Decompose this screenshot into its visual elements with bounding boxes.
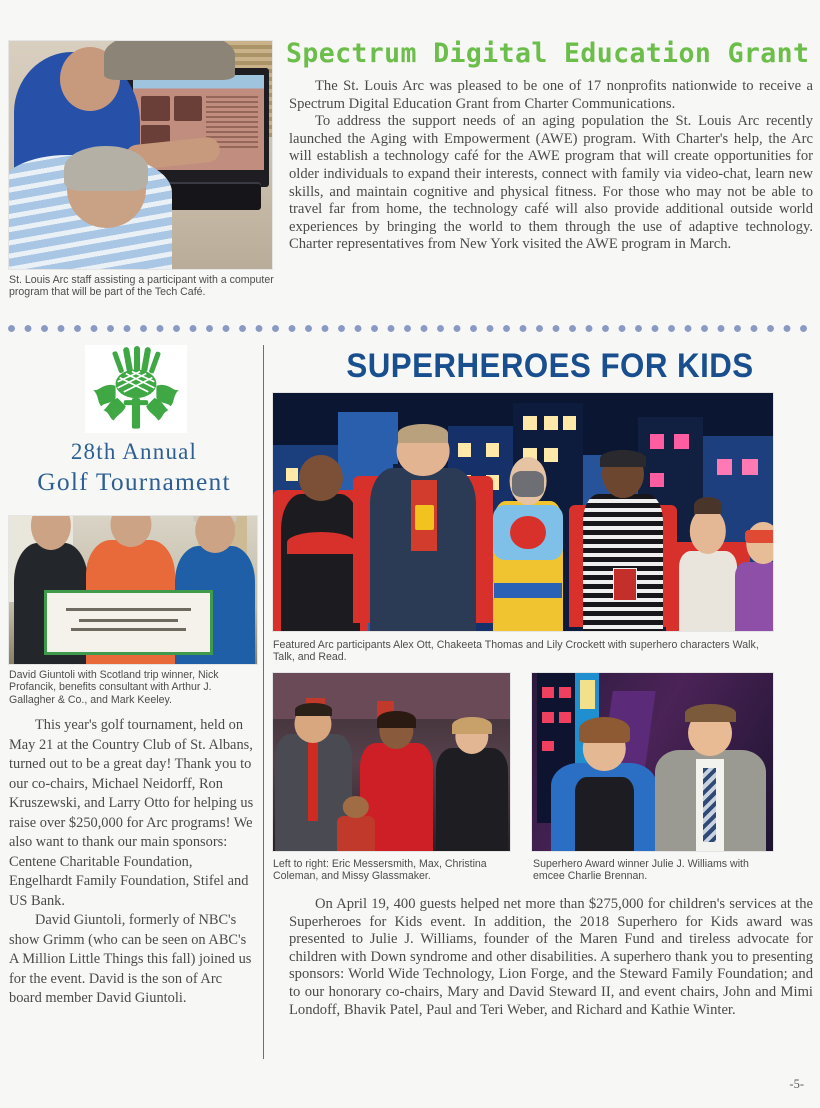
golf-title-line-1: 28th Annual bbox=[70, 439, 198, 464]
page-number: -5- bbox=[789, 1077, 804, 1091]
thistle-logo bbox=[85, 345, 187, 433]
superheroes-group-photo bbox=[272, 392, 774, 632]
event-guests-photo bbox=[272, 672, 511, 852]
golf-photo-caption: David Giuntoli with Scotland trip winner, Nick Profancik, benefits consultant with Arthur J. Gallagher & Co., and Mark Keeley. bbox=[9, 669, 219, 706]
page-title-spectrum-grant: Spectrum Digital Education Grant bbox=[286, 38, 810, 69]
superheroes-paragraph-1: On April 19, 400 guests helped net more than $275,000 for children's services at the Superheroes for Kids event. In addition, the 2018 Superhero for Kids award was presented to Julie J. Williams, founder of the Maren Fund and tireless advocate for children with Down syndrome and other disabilities. A superhero thank you to presenting sponsors: World Wide Technology, Lion Forge, and the Steward Family Foundation; and to our honorary co-chairs, Mary and David Steward II, and event chairs, John and Mimi Londoff, Bhavik Patel, Paul and Teri Weber, and Richard and Kathie Winter. bbox=[289, 896, 813, 1018]
golf-winners-photo bbox=[8, 515, 258, 665]
tech-cafe-photo-caption: St. Louis Arc staff assisting a participant with a computer program that will be part of the Tech Café. bbox=[9, 274, 274, 299]
event-guests-photo-caption: Left to right: Eric Messersmith, Max, Christina Coleman, and Missy Glassmaker. bbox=[273, 858, 487, 883]
grant-paragraph-1: The St. Louis Arc was pleased to be one of 17 nonprofits nationwide to receive a Spectrum Digital Education Grant from Charter Communications. bbox=[289, 78, 813, 112]
golf-paragraph-2: David Giuntoli, formerly of NBC's show Grimm (who can be seen on ABC's A Million Little Things this fall) joined us for the event. David is the son of Arc board member David Giuntoli. bbox=[9, 912, 252, 1006]
golf-tournament-title bbox=[10, 437, 258, 497]
column-divider bbox=[263, 345, 264, 1059]
superhero-award-photo bbox=[531, 672, 774, 852]
tech-cafe-photo bbox=[8, 40, 273, 270]
spectrum-grant-body bbox=[289, 78, 813, 254]
golf-tournament-body bbox=[9, 716, 256, 1009]
dotted-divider bbox=[8, 325, 812, 332]
superheroes-title: SUPERHEROES FOR KIDS bbox=[346, 347, 754, 385]
superheroes-photo-caption: Featured Arc participants Alex Ott, Chakeeta Thomas and Lily Crockett with superhero characters Walk, Talk, and Read. bbox=[273, 639, 759, 664]
grant-paragraph-2: To address the support needs of an aging population the St. Louis Arc recently launched the Aging with Empowerment (AWE) program. With Charter's help, the Arc will establish a technology café for the AWE program that will create opportunities for older individuals to expand their interests, connect with family via video-chat, learn new skills, and maintain cognitive and physical fitness. For those who may not be able to travel far from home, the technology café will also provide additional outside world experiences by bringing the world to them through the use of adaptive technology. Charter representatives from New York visited the AWE program in March. bbox=[289, 113, 813, 253]
golf-paragraph-1: This year's golf tournament, held on May 21 at the Country Club of St. Albans, turned out to be a great day! Thank you to our co-chairs, Michael Neidorff, Ron Kruszewski, and Larry Otto for helping us raise over $250,000 for Arc programs! We also want to thank our main sponsors: Centene Charitable Foundation, Engelhardt Family Foundation, Stifel and US Bank. bbox=[9, 717, 254, 909]
superheroes-body bbox=[289, 896, 813, 1019]
superhero-award-photo-caption: Superhero Award winner Julie J. Williams with emcee Charlie Brennan. bbox=[533, 858, 749, 883]
golf-title-line-2: Golf Tournament bbox=[37, 467, 231, 496]
